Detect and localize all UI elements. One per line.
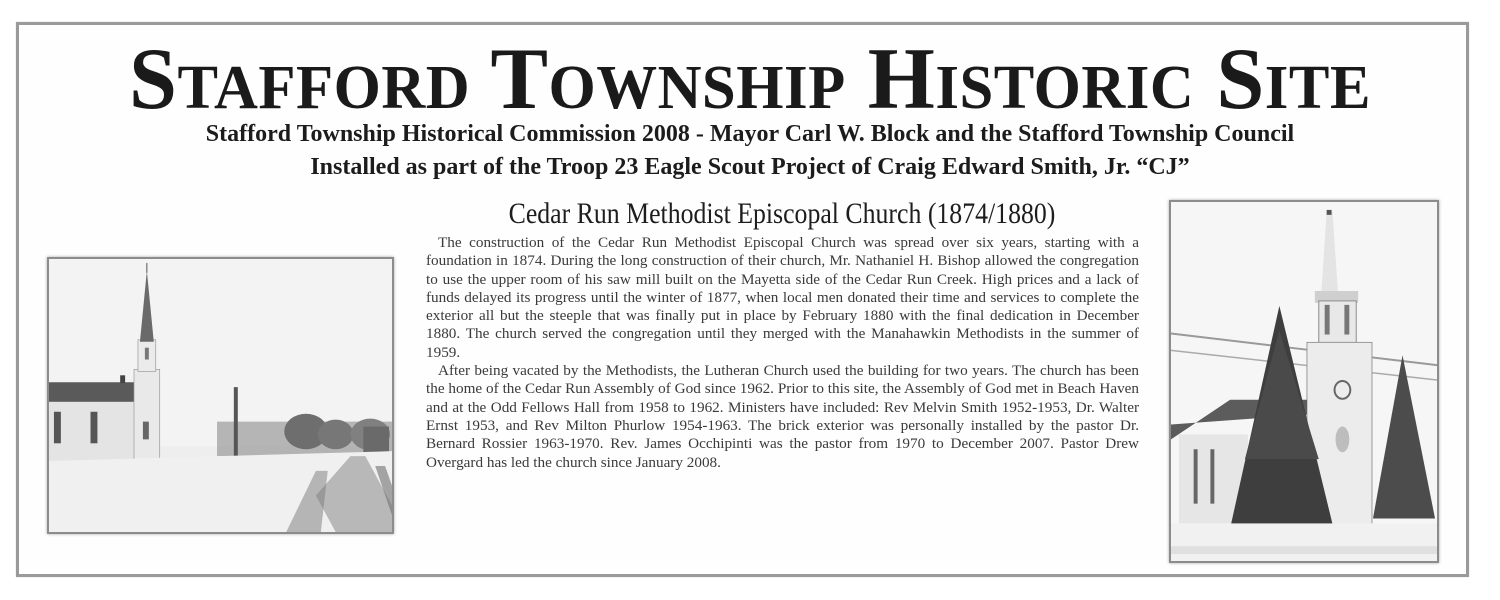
church-photo-right [1169, 200, 1439, 563]
commission-credit-line: Stafford Township Historical Commission 2008 - Mayor Carl W. Block and the Stafford Township Council [205, 121, 1295, 147]
church-heading: Cedar Run Methodist Episcopal Church (1874/1880) [508, 197, 1056, 230]
church-winter-image-icon [49, 259, 392, 532]
sign-title: Stafford Township Historic Site [129, 31, 1371, 128]
church-history-text [426, 234, 1139, 472]
eagle-scout-credit-line: Installed as part of the Troop 23 Eagle Scout Project of Craig Edward Smith, Jr. “CJ” [310, 154, 1190, 180]
historic-church-photo-left [47, 257, 394, 534]
church-trees-image-icon [1171, 202, 1437, 561]
history-paragraph-1: The construction of the Cedar Run Methodist Episcopal Church was spread over six years, starting with a foundation in 1874. During the long construction of their church, Mr. Nathaniel H. Bishop allowed the congregation to use the upper room of his saw mill built on the Mayetta side of the Cedar Run Creek. High prices and a lack of funds delayed its progress until the winter of 1877, when local men donated their time and services to complete the exterior all but the steeple that was finally put in place by February 1880 with the final dedication in December 1880. The church served the congregation until they merged with the Manahawkin Methodists in the summer of 1959. [426, 234, 1139, 361]
history-paragraph-2: After being vacated by the Methodists, the Lutheran Church used the building for two years. The church has been the home of the Cedar Run Assembly of God since 1962. Prior to this site, the Assembly of God met in Beach Haven and at the Odd Fellows Hall from 1958 to 1962. Ministers have included: Rev Melvin Smith 1952-1953, Dr. Walter Ernst 1953, and Rev Milton Phurlow 1954-1963. The brick exterior was personally installed by the pastor Dr. Bernard Rossier 1963-1970. Rev. James Occhipinti was the pastor from 1970 to December 2007. Pastor Drew Overgard has led the church since January 2008. [426, 362, 1139, 471]
